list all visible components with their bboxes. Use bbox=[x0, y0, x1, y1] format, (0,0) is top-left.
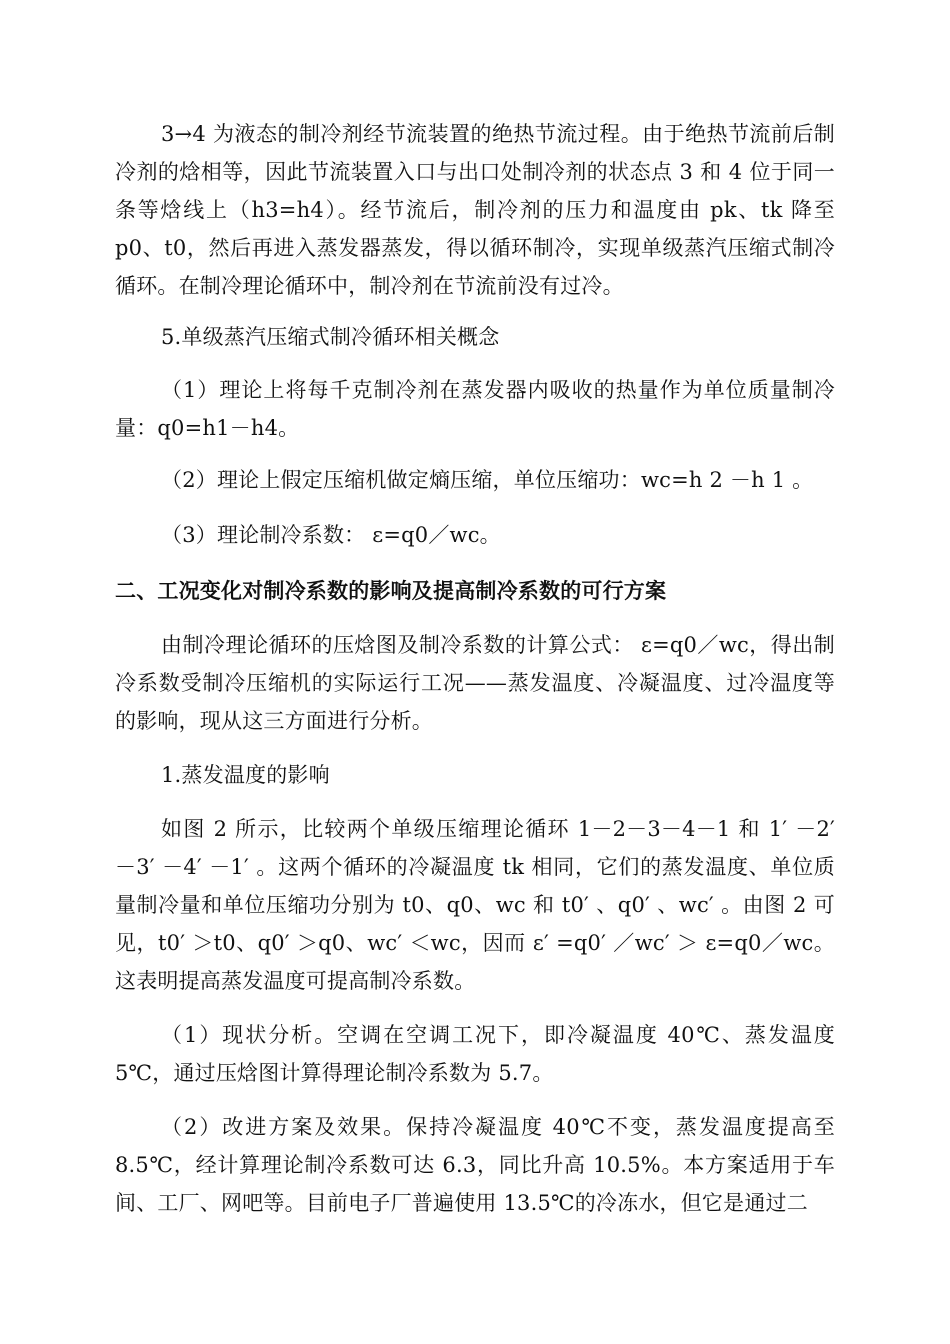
subsection-1-title: 1.蒸发温度的影响 bbox=[161, 763, 330, 787]
concept-item-1: （1）理论上将每千克制冷剂在蒸发器内吸收的热量作为单位质量制冷量：q0=h1－h4。 bbox=[115, 378, 835, 440]
paragraph-evaporation-temp: 如图 2 所示，比较两个单级压缩理论循环 1－2－3－4－1 和 1′ －2′ －3′ －4′ －1′ 。这两个循环的冷凝温度 tk 相同，它们的蒸发温度、单位质量制冷量和单位压缩功分别为 t0、q0、wc 和 t0′ 、q0′ 、wc′ 。由图 2 可见，t0′ ＞t0、q0′ ＞q0、wc′ ＜wc，因而 ε′ =q0′ ／wc′ ＞ ε=q0／wc。这表明提高蒸发温度可提高制冷系数。 bbox=[115, 817, 835, 993]
paragraph-throttling: 3→4 为液态的制冷剂经节流装置的绝热节流过程。由于绝热节流前后制冷剂的焓相等，因此节流装置入口与出口处制冷剂的状态点 3 和 4 位于同一条等焓线上（h3=h4）。经节流后，制冷剂的压力和温度由 pk、tk 降至 p0、t0，然后再进入蒸发器蒸发，得以循环制冷，实现单级蒸汽压缩式制冷循环。在制冷理论循环中，制冷剂在节流前没有过冷。 bbox=[115, 122, 835, 298]
section-5-title: 5.单级蒸汽压缩式制冷循环相关概念 bbox=[161, 325, 500, 349]
concept-item-2: （2）理论上假定压缩机做定熵压缩，单位压缩功：wc=h 2 －h 1 。 bbox=[161, 468, 814, 492]
analysis-improvement: （2）改进方案及效果。保持冷凝温度 40℃不变，蒸发温度提高至 8.5℃，经计算理论制冷系数可达 6.3，同比升高 10.5%。本方案适用于车间、工厂、网吧等。目前电子厂普遍使用 13.5℃的冷冻水，但它是通过二 bbox=[115, 1115, 835, 1215]
concept-item-3: （3）理论制冷系数： ε=q0／wc。 bbox=[161, 523, 501, 547]
section-heading-2: 二、工况变化对制冷系数的影响及提高制冷系数的可行方案 bbox=[115, 579, 667, 603]
analysis-status: （1）现状分析。空调在空调工况下，即冷凝温度 40℃、蒸发温度 5℃，通过压焓图计算得理论制冷系数为 5.7。 bbox=[115, 1023, 835, 1085]
paragraph-analysis-intro: 由制冷理论循环的压焓图及制冷系数的计算公式： ε=q0／wc，得出制冷系数受制冷压缩机的实际运行工况——蒸发温度、冷凝温度、过冷温度等的影响，现从这三方面进行分析。 bbox=[115, 633, 835, 733]
